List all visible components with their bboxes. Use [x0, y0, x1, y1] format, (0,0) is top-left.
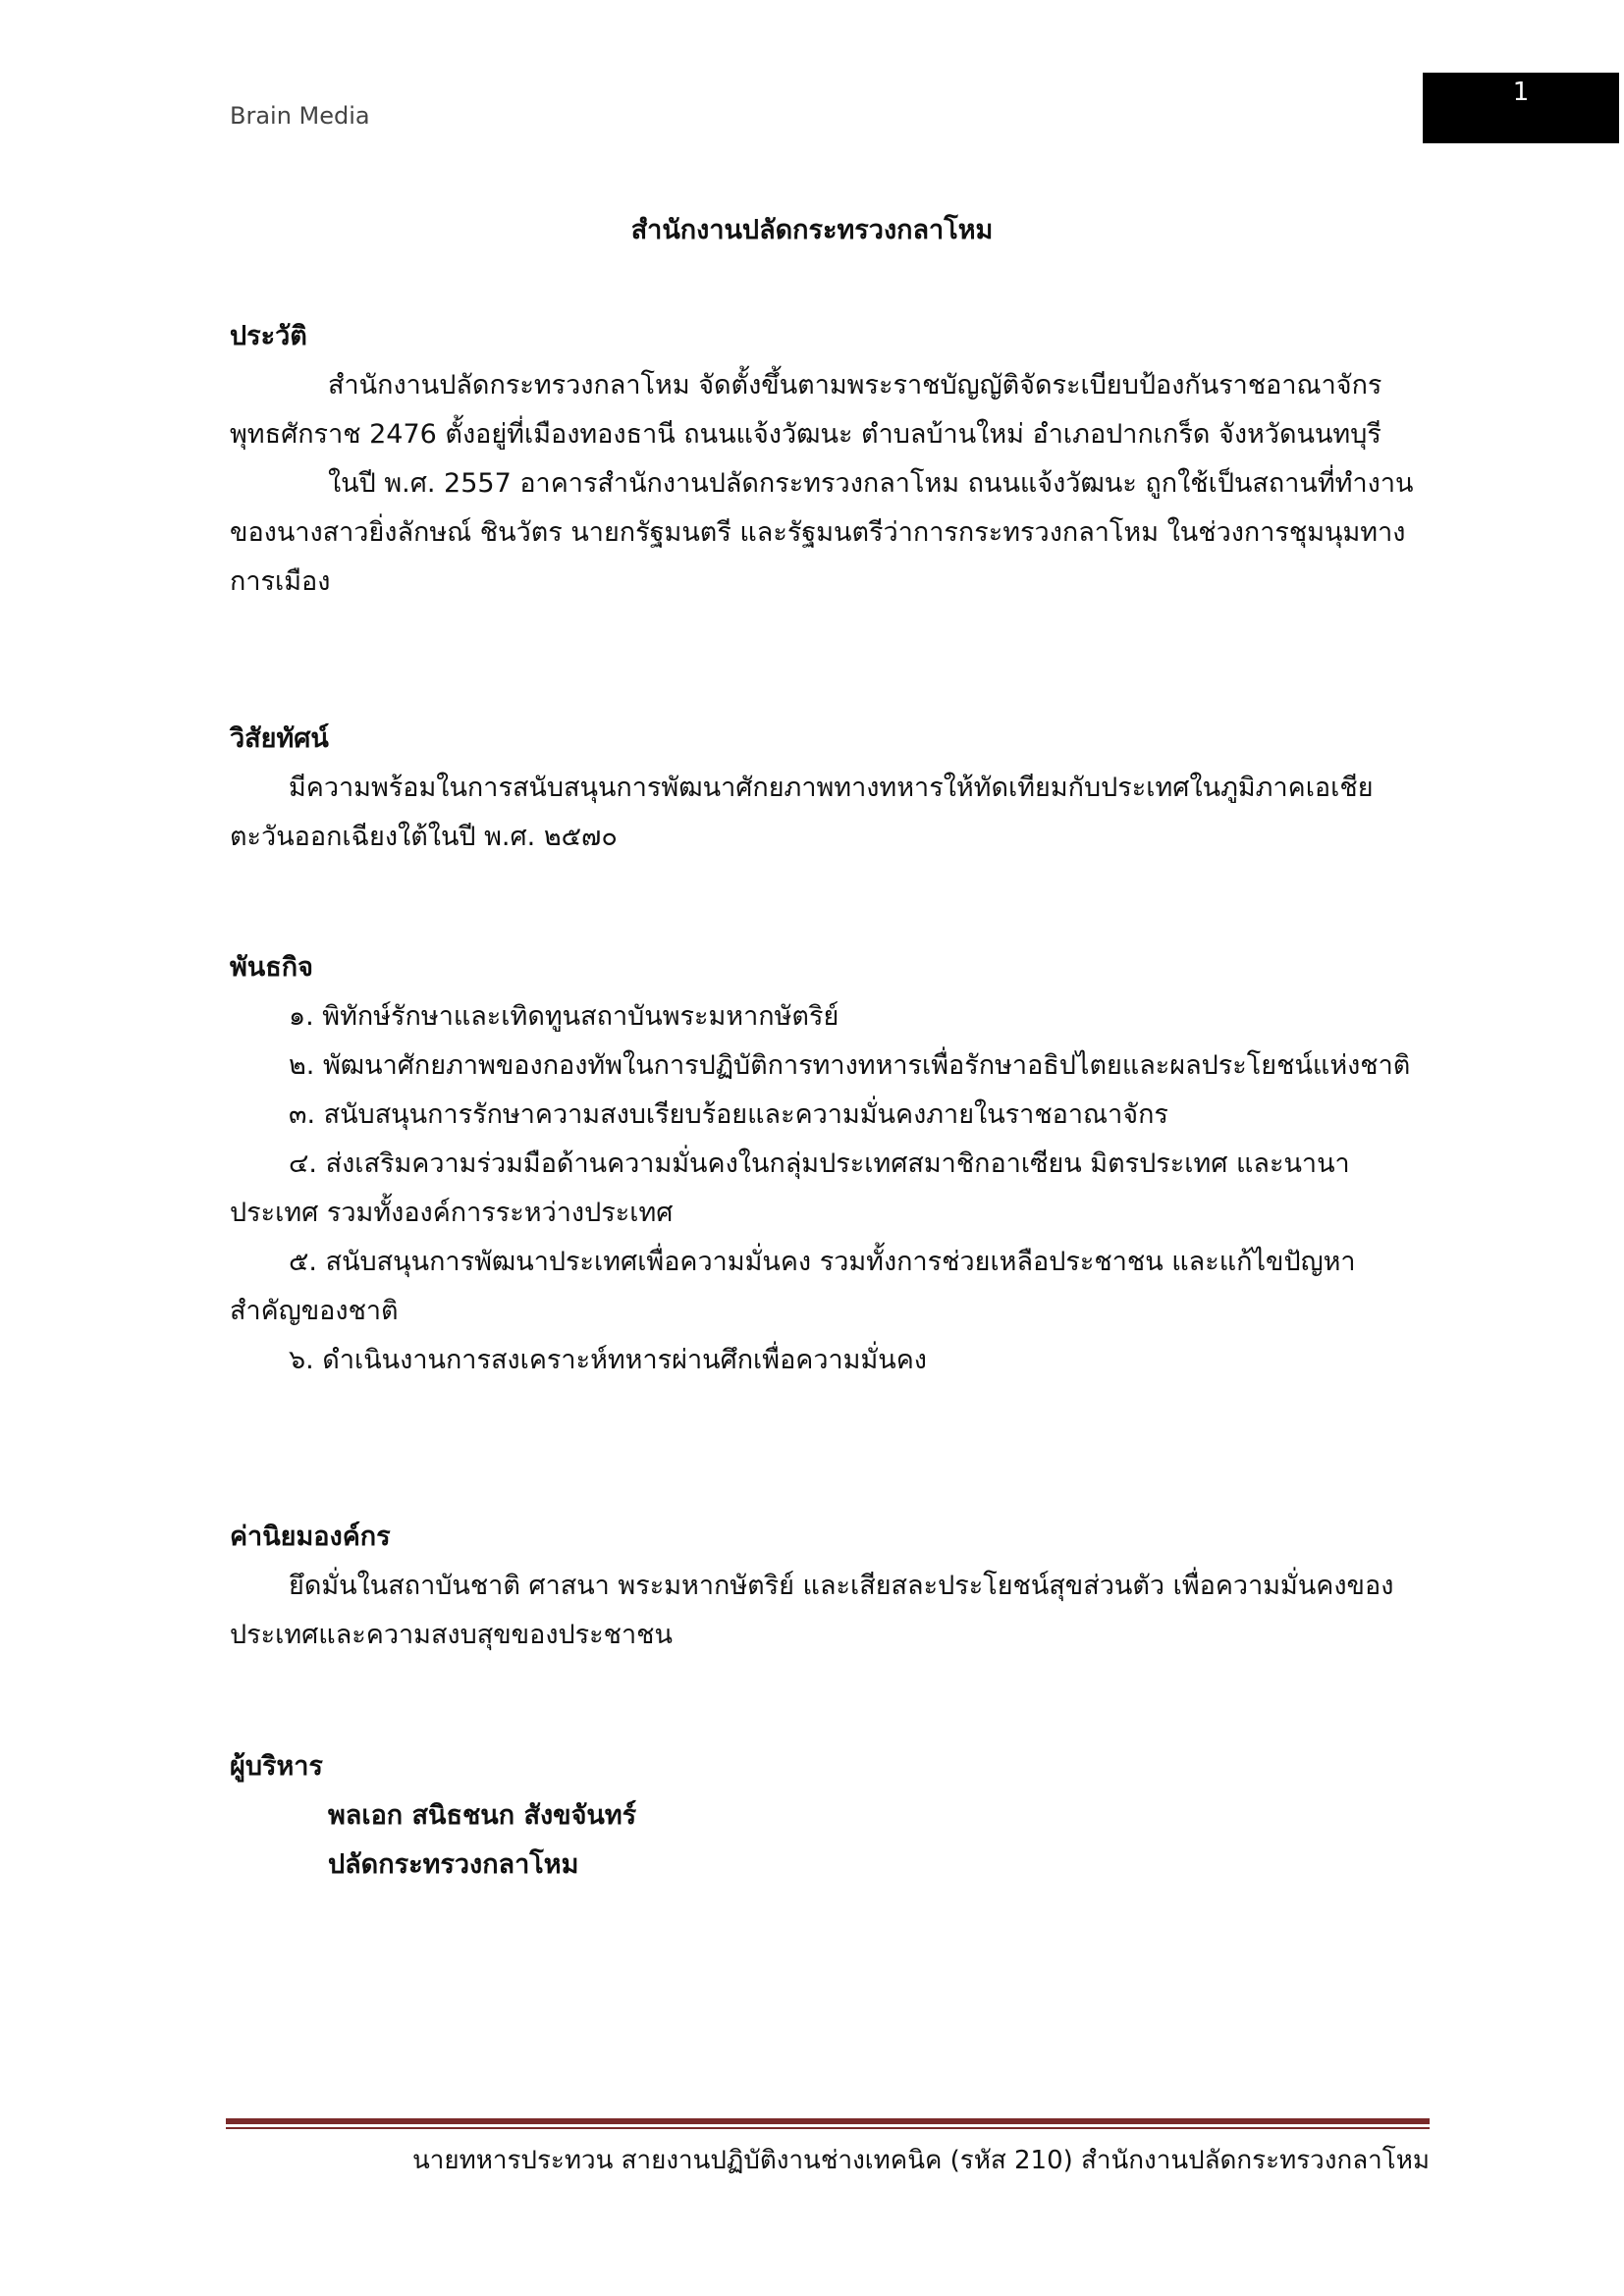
footer-divider [226, 2118, 1430, 2124]
page-number-box: 1 [1423, 73, 1619, 143]
executive-position: ปลัดกระทรวงกลาโหม [328, 1849, 579, 1880]
vision-section [230, 715, 1428, 862]
vision-line2: ตะวันออกเฉียงใต้ในปี พ.ศ. ๒๕๗๐ [230, 822, 618, 852]
mission-item-2: ๒. พัฒนาศักยภาพของกองทัพในการปฏิบัติการทางทหารเพื่อรักษาอธิปไตยและผลประโยชน์แห่งชาติ [289, 1050, 1411, 1081]
mission-item-6: ๖. ดำเนินงานการสงเคราะห์ทหารผ่านศึกเพื่อความมั่นคง [289, 1345, 927, 1375]
header-brand: Brain Media [230, 102, 370, 130]
executive-section [230, 1742, 1428, 1890]
vision-heading: วิสัยทัศน์ [230, 723, 329, 754]
history-heading: ประวัติ [230, 321, 307, 351]
values-heading: ค่านิยมองค์กร [230, 1522, 391, 1552]
mission-item-1: ๑. พิทักษ์รักษาและเทิดทูนสถาบันพระมหากษัตริย์ [289, 1001, 839, 1032]
mission-item-4-line1: ๔. ส่งเสริมความร่วมมือด้านความมั่นคงในกลุ่มประเทศสมาชิกอาเซียน มิตรประเทศ และนานา [289, 1148, 1350, 1179]
values-section [230, 1513, 1428, 1660]
vision-line1: มีความพร้อมในการสนับสนุนการพัฒนาศักยภาพทางทหารให้ทัดเทียมกับประเทศในภูมิภาคเอเชีย [289, 773, 1374, 803]
executive-name: พลเอก สนิธชนก สังขจันทร์ [328, 1800, 637, 1831]
mission-item-5-line2: สำคัญของชาติ [230, 1296, 399, 1326]
history-p2-line1: ในปี พ.ศ. 2557 อาคารสำนักงานปลัดกระทรวงกลาโหม ถนนแจ้งวัฒนะ ถูกใช้เป็นสถานที่ทำงาน [328, 468, 1414, 499]
mission-heading: พันธกิจ [230, 952, 313, 983]
history-p2-line2: ของนางสาวยิ่งลักษณ์ ชินวัตร นายกรัฐมนตรี และรัฐมนตรีว่าการกระทรวงกลาโหม ในช่วงการชุมนุมทาง [230, 517, 1406, 548]
history-section [230, 312, 1428, 607]
mission-item-3: ๓. สนับสนุนการรักษาความสงบเรียบร้อยและความมั่นคงภายในราชอาณาจักร [289, 1099, 1168, 1130]
history-p1-line2: พุทธศักราช 2476 ตั้งอยู่ที่เมืองทองธานี ถนนแจ้งวัฒนะ ตำบลบ้านใหม่ อำเภอปากเกร็ด จังหวัดนนทบุรี [230, 419, 1381, 450]
values-line2: ประเทศและความสงบสุขของประชาชน [230, 1620, 673, 1650]
document-title: สำนักงานปลัดกระทรวงกลาโหม [630, 215, 994, 245]
footer-divider-thin [226, 2127, 1430, 2129]
values-line1: ยึดมั่นในสถาบันชาติ ศาสนา พระมหากษัตริย์ และเสียสละประโยชน์สุขส่วนตัว เพื่อความมั่นคงของ [289, 1571, 1394, 1601]
mission-item-5-line1: ๕. สนับสนุนการพัฒนาประเทศเพื่อความมั่นคง รวมทั้งการช่วยเหลือประชาชน และแก้ไขปัญหา [289, 1247, 1356, 1277]
mission-section [230, 943, 1428, 1385]
executive-heading: ผู้บริหาร [230, 1751, 323, 1782]
mission-item-4-line2: ประเทศ รวมทั้งองค์การระหว่างประเทศ [230, 1198, 674, 1228]
footer-text: นายทหารประทวน สายงานปฏิบัติงานช่างเทคนิค (รหัส 210) สำนักงานปลัดกระทรวงกลาโหม [411, 2146, 1430, 2175]
history-p2-line3: การเมือง [230, 566, 331, 597]
history-p1-line1: สำนักงานปลัดกระทรวงกลาโหม จัดตั้งขึ้นตามพระราชบัญญัติจัดระเบียบป้องกันราชอาณาจักร [328, 370, 1382, 400]
